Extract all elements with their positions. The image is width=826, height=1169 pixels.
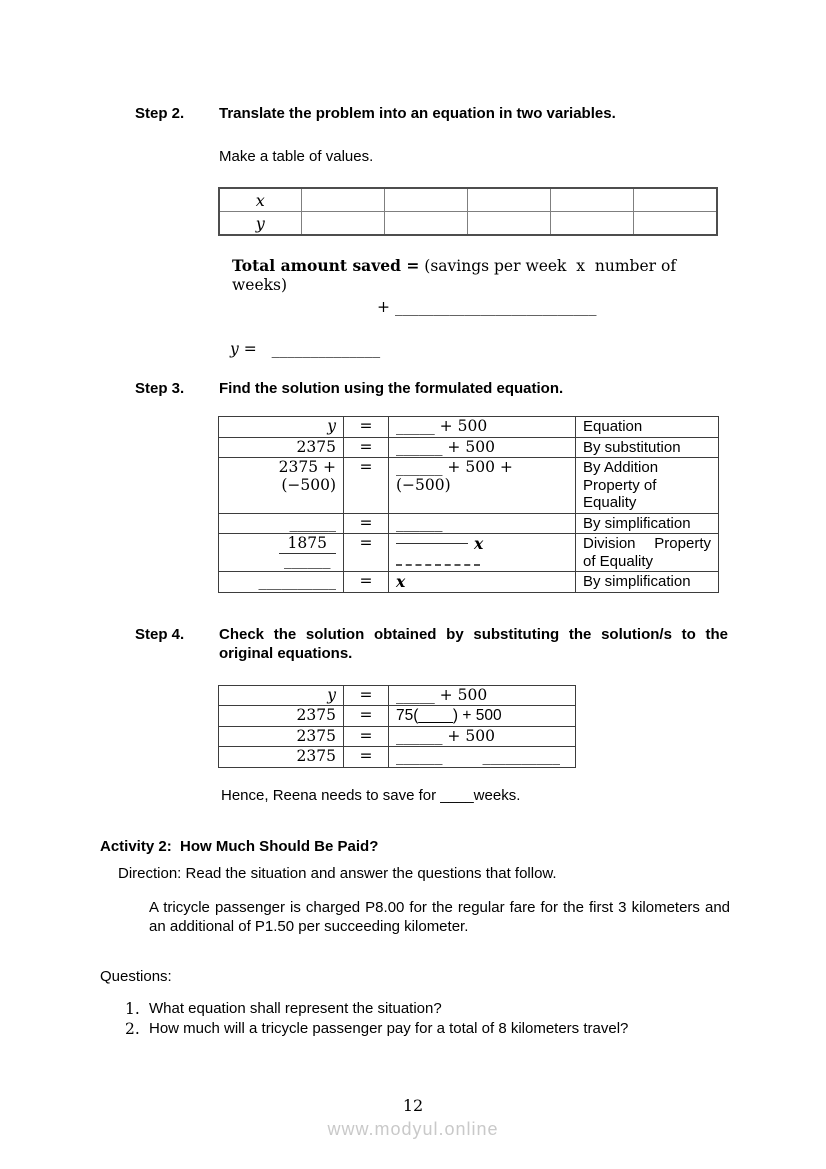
fraction-numerator: 1875 <box>279 535 336 554</box>
activity2-title: Activity 2: How Much Should Be Paid? <box>100 837 379 855</box>
question-text: How much will a tricycle passenger pay for a total of 8 kilometers travel? <box>149 1020 629 1037</box>
question-number: 2. <box>125 1020 140 1038</box>
y-variable: y <box>230 340 239 358</box>
table-row <box>219 706 576 727</box>
reason-cell: By simplification <box>576 513 719 534</box>
equation-left: 2375 <box>219 726 344 747</box>
equation-left: __________ <box>219 572 344 593</box>
step4-title: Check the solution obtained by substituting the solution/s to the original equations. <box>219 625 728 662</box>
step2-title: Translate the problem into an equation in two variables. <box>219 105 616 122</box>
equals-sign: = <box>344 437 389 458</box>
formula-blank: __________________________ <box>394 298 597 316</box>
fraction-bar-row <box>396 535 568 553</box>
question-text: What equation shall represent the situation? <box>149 999 442 1017</box>
values-table <box>218 187 718 236</box>
equation-left: ______ <box>219 513 344 534</box>
step4-heading <box>100 625 728 663</box>
values-row-header-x: x <box>219 188 301 212</box>
equation-left: 2375 + (−500) <box>219 458 344 514</box>
equation-expr: ______ <box>389 513 576 534</box>
equation-expr: 75(____) + 500 <box>389 706 576 727</box>
y-blank: ______________ <box>271 340 381 358</box>
table-row <box>219 513 719 534</box>
table-row <box>219 417 719 438</box>
watermark: www.modyul.online <box>327 1119 499 1139</box>
step4-label: Step 4. <box>135 625 185 643</box>
table-row <box>219 534 719 572</box>
x-variable: x <box>474 534 484 553</box>
values-cell <box>384 188 467 212</box>
equals-sign: = <box>344 458 389 514</box>
equals-sign: = <box>344 726 389 747</box>
equation-left: 2375 <box>219 706 344 727</box>
values-row-header-y: y <box>219 212 301 236</box>
activity2-direction: Direction: Read the situation and answer the questions that follow. <box>118 864 557 882</box>
fraction-denominator-blank: ______ <box>284 550 331 569</box>
table-row <box>219 572 719 593</box>
reason-cell: By Addition Property of Equality <box>576 458 719 514</box>
hence-line: Hence, Reena needs to save for ____weeks. <box>221 786 521 804</box>
plus-sign: + <box>377 298 390 316</box>
equation-left: 2375 <box>219 747 344 768</box>
table-row <box>219 747 576 768</box>
table-row <box>219 685 576 706</box>
reason-cell: By simplification <box>576 572 719 593</box>
y-equation <box>230 339 728 360</box>
equals-sign: = <box>344 706 389 727</box>
values-cell <box>467 212 550 236</box>
table-row <box>219 726 576 747</box>
fraction-denominator-line <box>396 554 480 566</box>
step2-heading <box>100 104 728 123</box>
values-cell <box>634 212 717 236</box>
equation-expr: _____ + 500 <box>389 685 576 706</box>
table-row <box>219 458 719 514</box>
formula-rhs: (savings per week x number of weeks) <box>232 257 681 294</box>
formula-lhs: Total amount saved = <box>232 256 420 275</box>
list-item <box>125 999 728 1020</box>
equation-expr: ______ + 500 <box>389 437 576 458</box>
formula-line1 <box>232 256 728 295</box>
equals-sign: = <box>344 513 389 534</box>
equals-sign: = <box>243 340 257 358</box>
values-cell <box>634 188 717 212</box>
equals-sign: = <box>344 685 389 706</box>
values-cell <box>551 188 634 212</box>
values-table-row-y <box>219 212 717 236</box>
fraction-bar-line <box>396 543 468 544</box>
equals-sign: = <box>344 534 389 572</box>
equation-expr: x <box>389 572 576 593</box>
step3-title: Find the solution using the formulated equation. <box>219 380 564 397</box>
step4-table <box>218 685 576 768</box>
step2-label: Step 2. <box>135 105 185 122</box>
values-table-row-x <box>219 188 717 212</box>
formula-line2 <box>377 298 728 317</box>
equation-expr <box>389 747 576 768</box>
step3-table <box>218 416 719 593</box>
reason-cell: Division Property of Equality <box>576 534 719 572</box>
equation-expr: ______ + 500 + (−500) <box>389 458 576 514</box>
activity2-situation: A tricycle passenger is charged P8.00 for the regular fare for the first 3 kilometers and an additional of P1.50 per succeeding kilometer. <box>149 898 730 935</box>
table-row <box>219 437 719 458</box>
values-cell <box>467 188 550 212</box>
values-cell <box>384 212 467 236</box>
reason-cell: Equation <box>576 417 719 438</box>
step3-heading <box>100 379 728 398</box>
page-number: 12 <box>402 1096 424 1115</box>
questions-list <box>125 999 728 1040</box>
equals-sign: = <box>344 747 389 768</box>
equals-sign: = <box>344 417 389 438</box>
values-cell <box>551 212 634 236</box>
list-item <box>125 1019 728 1040</box>
blank-2: __________ <box>482 747 560 765</box>
fraction <box>279 535 336 567</box>
values-cell <box>301 188 384 212</box>
fraction-expr <box>389 534 576 572</box>
step3-label: Step 3. <box>135 380 185 397</box>
question-number: 1. <box>125 999 140 1018</box>
equals-sign: = <box>344 572 389 593</box>
step2-subtitle: Make a table of values. <box>219 148 374 165</box>
equation-expr: ______ + 500 <box>389 726 576 747</box>
questions-label: Questions: <box>100 967 172 985</box>
equation-left: 2375 <box>219 437 344 458</box>
total-amount-formula <box>232 256 728 317</box>
values-cell <box>301 212 384 236</box>
equation-left: y <box>219 417 344 438</box>
reason-cell: By substitution <box>576 437 719 458</box>
equation-expr: _____ + 500 <box>389 417 576 438</box>
blank-1: ______ <box>396 747 443 765</box>
equation-left: y <box>219 685 344 706</box>
fraction-left <box>219 534 344 572</box>
